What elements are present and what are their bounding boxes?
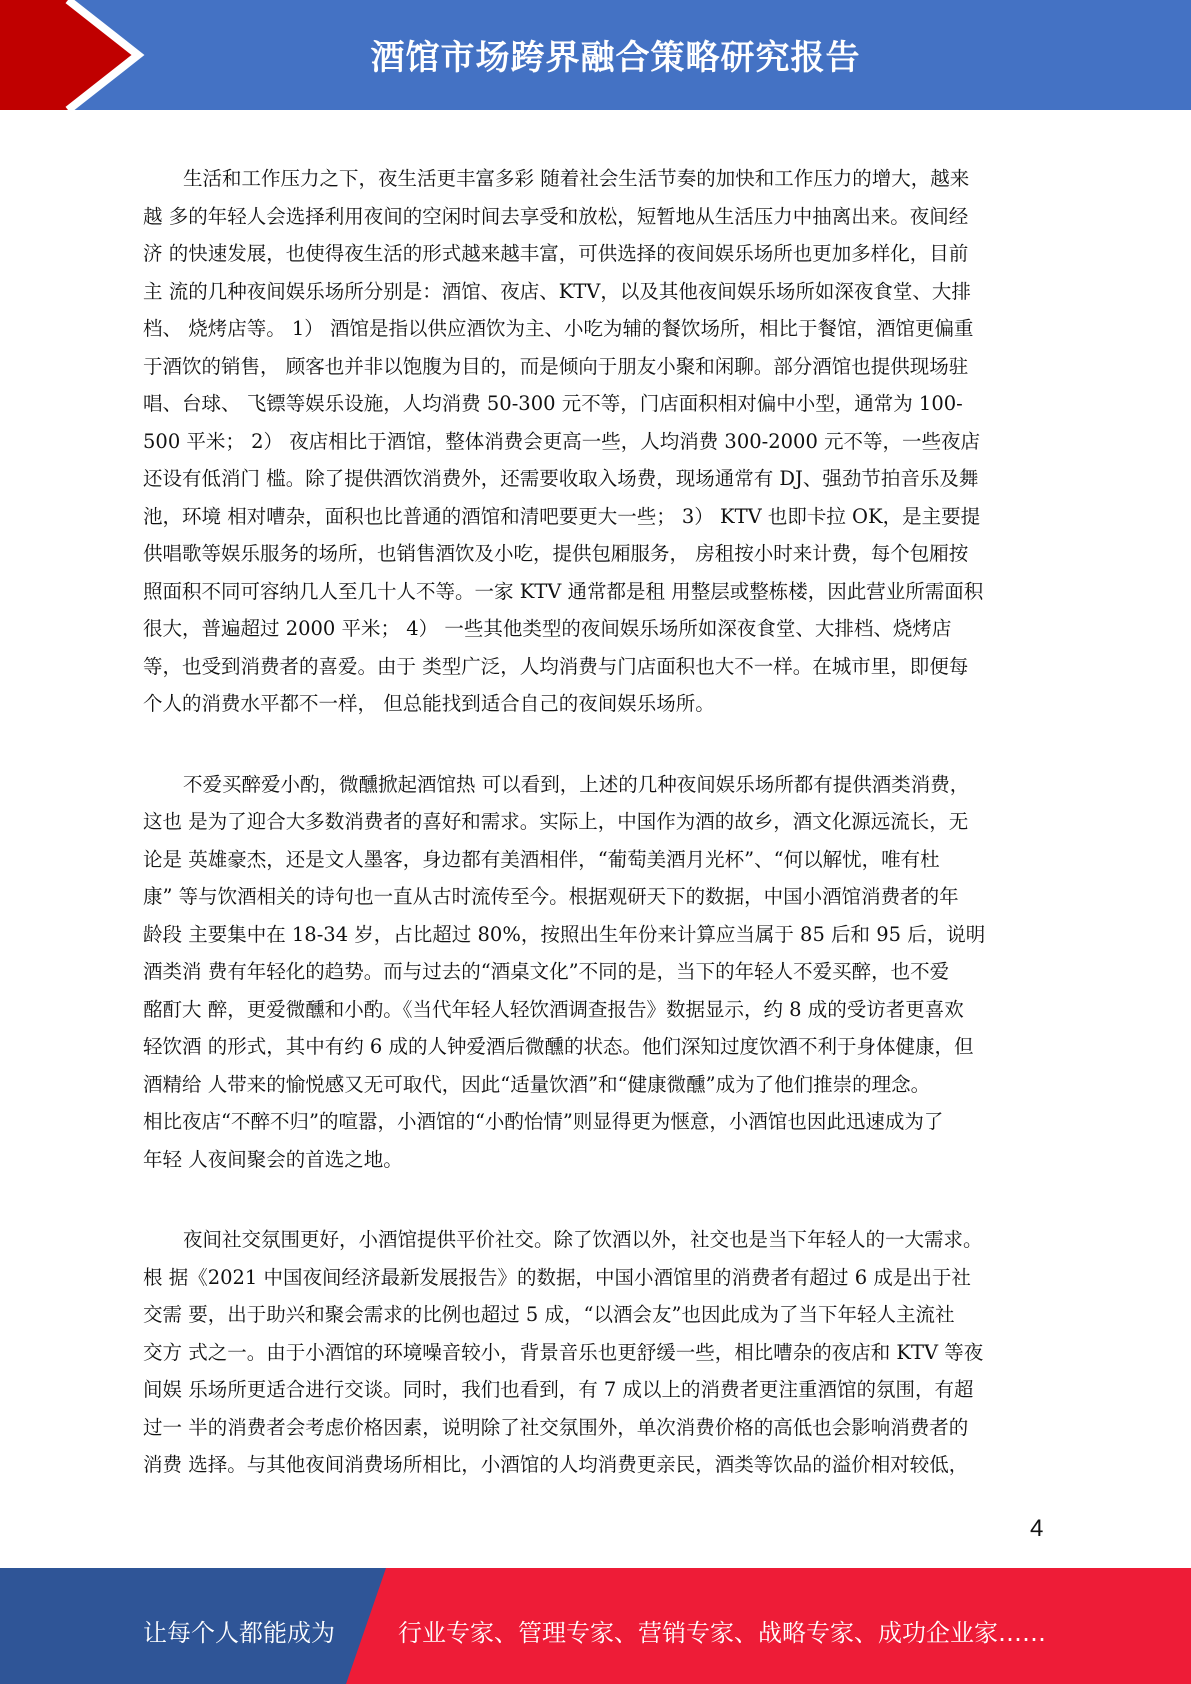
- text-line: 论是 英雄豪杰，还是文人墨客，身边都有美酒相伴，“葡萄美酒月光杯”、“何以解忧，唯有杜: [143, 847, 940, 871]
- page-number: 4: [1030, 1515, 1044, 1542]
- paragraph-social: [143, 1221, 1053, 1484]
- text-line: 主 流的几种夜间娱乐场所分别是：酒馆、夜店、KTV，以及其他夜间娱乐场所如深夜食堂、大排: [143, 279, 971, 303]
- text-line: 酒类消 费有年轻化的趋势。而与过去的“酒桌文化”不同的是，当下的年轻人不爱买醉，也不爱: [143, 960, 950, 983]
- text-line: 酒精给 人带来的愉悦感又无可取代，因此“适量饮酒”和“健康微醺”成为了他们推崇的理念。: [143, 1072, 931, 1096]
- text-line: 康” 等与饮酒相关的诗句也一直从古时流传至今。根据观研天下的数据，中国小酒馆消费者的年: [143, 885, 959, 908]
- report-title: 酒馆市场跨界融合策略研究报告: [370, 38, 861, 78]
- text-line: 生活和工作压力之下，夜生活更丰富多彩 随着社会生活节奏的加快和工作压力的增大，越来: [183, 167, 970, 190]
- text-line: 唱、台球、 飞镖等娱乐设施，人均消费 50-300 元不等，门店面积相对偏中小型，通常为 100-: [143, 392, 963, 415]
- text-line: 过一 半的消费者会考虑价格因素，说明除了社交氛围外，单次消费价格的高低也会影响消费者的: [143, 1415, 969, 1439]
- paragraph-nightlife: [143, 160, 1053, 723]
- text-line: 不爱买醉爱小酌，微醺掀起酒馆热 可以看到，上述的几种夜间娱乐场所都有提供酒类消费，: [183, 772, 970, 796]
- text-line: 酩酊大 醉，更爱微醺和小酌。《当代年轻人轻饮酒调查报告》数据显示，约 8 成的受访者更喜欢: [143, 997, 964, 1021]
- text-line: 根 据《2021 中国夜间经济最新发展报告》的数据，中国小酒馆里的消费者有超过 6 成是出于社: [143, 1265, 971, 1289]
- text-line: 很大，普遍超过 2000 平米； 4） 一些其他类型的夜间娱乐场所如深夜食堂、大排档、烧烤店: [143, 617, 952, 640]
- text-line: 500 平米； 2） 夜店相比于酒馆，整体消费会更高一些，人均消费 300-2000 元不等，一些夜店: [143, 429, 981, 453]
- footer-slogan-right: 行业专家、管理专家、营销专家、战略专家、成功企业家……: [398, 1619, 1046, 1647]
- footer-slogan-left: 让每个人都能成为: [143, 1619, 335, 1647]
- text-line: 档、 烧烤店等。 1） 酒馆是指以供应酒饮为主、小吃为辅的餐饮场所，相比于餐馆，酒馆更偏重: [143, 317, 974, 340]
- text-line: 还设有低消门 槛。除了提供酒饮消费外，还需要收取入场费，现场通常有 DJ、强劲节拍音乐及舞: [143, 467, 979, 490]
- page-footer: [0, 1568, 1191, 1684]
- text-line: 照面积不同可容纳几人至几十人不等。一家 KTV 通常都是租 用整层或整栋楼，因此营业所需面积: [143, 579, 984, 603]
- text-line: 越 多的年轻人会选择利用夜间的空闲时间去享受和放松，短暂地从生活压力中抽离出来。夜间经: [143, 204, 969, 228]
- text-line: 间娱 乐场所更适合进行交谈。同时，我们也看到，有 7 成以上的消费者更注重酒馆的氛围，有超: [143, 1378, 974, 1401]
- text-line: 相比夜店“不醉不归”的喧嚣，小酒馆的“小酌怡情”则显得更为惬意，小酒馆也因此迅速成为了: [143, 1110, 944, 1133]
- text-line: 消费 选择。与其他夜间消费场所相比，小酒馆的人均消费更亲民，酒类等饮品的溢价相对较低，: [143, 1453, 969, 1476]
- text-line: 交需 要，出于助兴和聚会需求的比例也超过 5 成，“以酒会友”也因此成为了当下年轻人主流社: [143, 1303, 955, 1326]
- text-line: 供唱歌等娱乐服务的场所，也销售酒饮及小吃，提供包厢服务， 房租按小时来计费，每个包厢按: [143, 542, 969, 565]
- paragraph-light-drinking: [143, 766, 1053, 1179]
- text-line: 济 的快速发展，也使得夜生活的形式越来越丰富，可供选择的夜间娱乐场所也更加多样化，目前: [143, 242, 969, 265]
- text-line: 轻饮酒 的形式，其中有约 6 成的人钟爱酒后微醺的状态。他们深知过度饮酒不利于身体健康，但: [143, 1035, 974, 1058]
- text-line: 交方 式之一。由于小酒馆的环境噪音较小，背景音乐也更舒缓一些，相比嘈杂的夜店和 KTV 等夜: [143, 1340, 984, 1364]
- text-line: 于酒饮的销售， 顾客也并非以饱腹为目的，而是倾向于朋友小聚和闲聊。部分酒馆也提供现场驻: [143, 354, 969, 378]
- text-line: 个人的消费水平都不一样， 但总能找到适合自己的夜间娱乐场所。: [143, 692, 715, 715]
- text-line: 龄段 主要集中在 18-34 岁，占比超过 80%，按照出生年份来计算应当属于 85 后和 95 后，说明: [143, 922, 986, 946]
- text-line: 年轻 人夜间聚会的首选之地。: [143, 1147, 403, 1171]
- text-line: 夜间社交氛围更好，小酒馆提供平价社交。除了饮酒以外，社交也是当下年轻人的一大需求。: [183, 1228, 983, 1251]
- document-body: [143, 160, 1053, 1527]
- text-line: 等，也受到消费者的喜爱。由于 类型广泛，人均消费与门店面积也大不一样。在城市里，即便每: [143, 654, 969, 678]
- text-line: 这也 是为了迎合大多数消费者的喜好和需求。实际上，中国作为酒的故乡，酒文化源远流长，无: [143, 810, 969, 833]
- text-line: 池，环境 相对嘈杂，面积也比普通的酒馆和清吧要更大一些； 3） KTV 也即卡拉 OK，是主要提: [143, 504, 981, 528]
- page-header: [0, 0, 1191, 110]
